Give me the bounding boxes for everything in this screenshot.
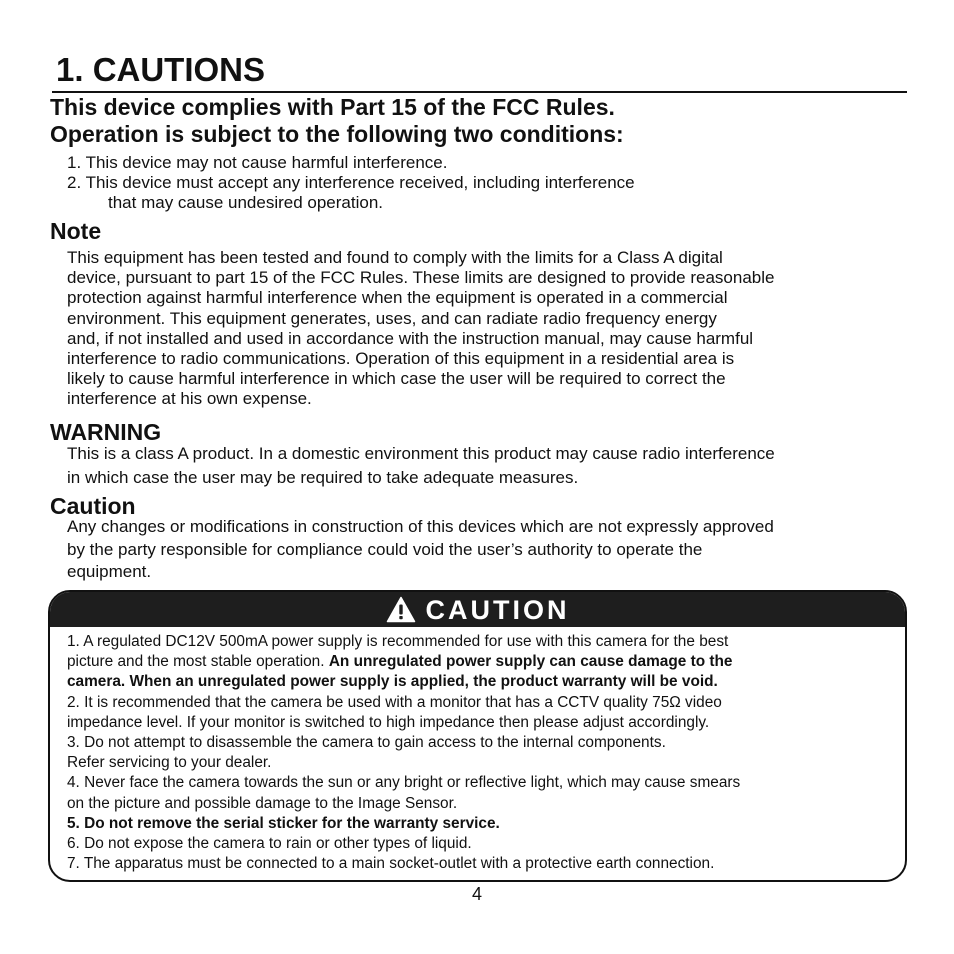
caution-item-5 [67,814,905,834]
warning-line: in which case the user may be required to take adequate measures. [67,468,579,487]
caution-item-1-emphasis-cont: camera. When an unregulated power supply is applied, the product warranty will be void. [67,673,718,691]
note-heading: Note [50,218,102,244]
fcc-heading-line-2: Operation is subject to the following two conditions: [50,121,624,147]
note-line: likely to cause harmful interference in which case the user will be required to correct the [67,369,726,389]
fcc-condition-2: 2. This device must accept any interference received, including interference [67,173,635,192]
note-line: interference at his own expense. [67,389,312,409]
caution-item-1-emphasis: An unregulated power supply can cause damage to the [328,653,733,671]
warning-paragraph [67,442,775,490]
caution-item-1-line-2: picture and the most stable operation. [67,653,329,671]
fcc-heading-line-1: This device complies with Part 15 of the FCC Rules. [50,94,615,120]
warning-triangle-icon [386,596,416,623]
caution-item-4-cont: on the picture and possible damage to the Image Sensor. [67,794,458,812]
note-line: interference to radio communications. Operation of this equipment in a residential area is [67,349,735,369]
caution-item-2: 2. It is recommended that the camera be used with a monitor that has a CCTV quality 75Ω video [67,693,722,711]
caution-item-7: 7. The apparatus must be connected to a main socket-outlet with a protective earth connection. [67,855,715,873]
caution-item-5-text: 5. Do not remove the serial sticker for the warranty service. [67,814,500,832]
fcc-condition-1: 1. This device may not cause harmful interference. [67,153,448,172]
note-line: device, pursuant to part 15 of the FCC Rules. These limits are designed to provide reasonable [67,268,775,288]
caution-item-1-line-1: 1. A regulated DC12V 500mA power supply is recommended for use with this camera for the best [67,633,729,650]
caution-line: by the party responsible for compliance could void the user’s authority to operate the [67,539,703,559]
caution-box-header [50,592,905,627]
caution-heading: Caution [50,493,136,519]
caution-line: equipment. [67,562,152,581]
title-divider [52,91,907,93]
note-line: environment. This equipment generates, uses, and can radiate radio frequency energy [67,308,717,328]
caution-item-1 [67,632,905,652]
caution-item-1-cont [67,672,905,692]
caution-box-title: CAUTION [425,594,570,625]
note-line: and, if not installed and used in accordance with the instruction manual, may cause harmful [67,328,754,348]
caution-line: Any changes or modifications in construction of this devices which are not expressly approved [67,517,774,536]
caution-item-4: 4. Never face the camera towards the sun or any bright or reflective light, which may cause smears [67,774,741,792]
caution-item-3-cont: Refer servicing to your dealer. [67,754,272,772]
fcc-compliance-heading [50,94,624,148]
caution-box-body [50,627,905,874]
note-paragraph [67,248,774,410]
caution-item-6: 6. Do not expose the camera to rain or other types of liquid. [67,835,472,853]
note-line: protection against harmful interference when the equipment is operated in a commercial [67,288,728,308]
fcc-conditions-list [67,153,635,213]
caution-paragraph [67,516,774,584]
warning-line: This is a class A product. In a domestic environment this product may cause radio interference [67,444,775,463]
fcc-condition-2-continued: that may cause undesired operation. [108,193,384,212]
note-line: This equipment has been tested and found to comply with the limits for a Class A digital [67,248,723,267]
page-number: 4 [471,884,482,904]
caution-box [48,590,907,882]
warning-heading: WARNING [50,419,162,445]
caution-item-3: 3. Do not attempt to disassemble the camera to gain access to the internal components. [67,734,666,752]
caution-item-1-cont [67,652,905,672]
caution-item-2-cont: impedance level. If your monitor is switched to high impedance then please adjust accordingly. [67,713,710,731]
page-title: 1. CAUTIONS [56,51,266,88]
